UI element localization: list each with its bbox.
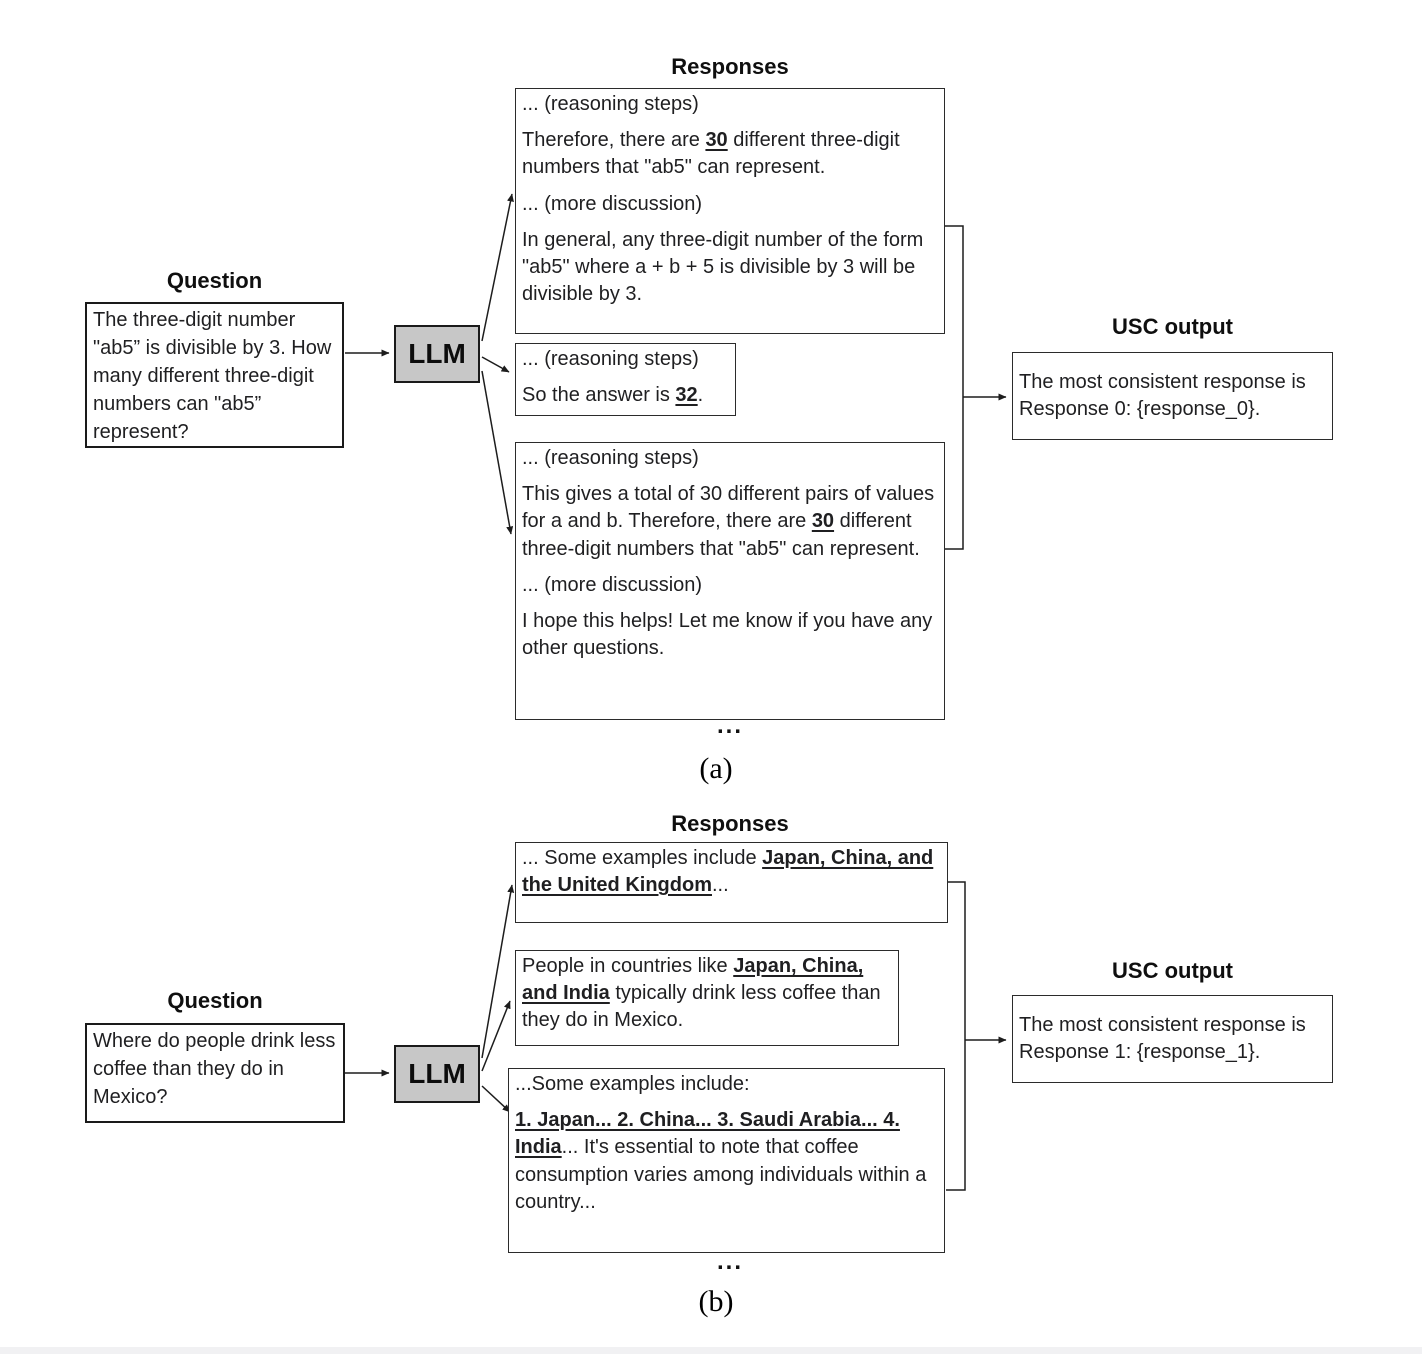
bottom-edge-strip bbox=[0, 1347, 1422, 1354]
usc-title-b: USC output bbox=[1112, 958, 1233, 983]
responses-title-b: Responses bbox=[671, 811, 789, 836]
response-paragraph: ... Some examples include Japan, China, and the United Kingdom... bbox=[522, 847, 934, 897]
subfigure-caption-b: (b) bbox=[698, 1285, 734, 1318]
response-box-b1 bbox=[515, 842, 948, 923]
response-paragraph: ... (more discussion) bbox=[522, 192, 703, 215]
response-paragraph: I hope this helps! Let me know if you have any other questions. bbox=[522, 609, 933, 660]
usc-output-box-a: The most consistent response is Response 0: {response_0}. bbox=[1012, 352, 1333, 440]
arrow-llm-to-response1-b bbox=[482, 885, 512, 1058]
question-title-b: Question bbox=[167, 988, 263, 1013]
response-paragraph: Therefore, there are 30 different three-digit numbers that "ab5" can represent. bbox=[522, 129, 900, 179]
bracket-responses-b bbox=[946, 882, 965, 1190]
response-box-b2 bbox=[515, 950, 899, 1046]
response-paragraph: In general, any three-digit number of the form "ab5" where a + b + 5 is divisible by 3 will be divisible by 3. bbox=[522, 228, 924, 306]
arrow-llm-to-response2-b bbox=[482, 1001, 510, 1071]
arrow-llm-to-response1-a bbox=[482, 194, 512, 341]
arrow-llm-to-response3-b bbox=[482, 1086, 510, 1112]
response-paragraph: So the answer is 32. bbox=[522, 384, 704, 407]
response-paragraph: People in countries like Japan, China, and India typically drink less coffee than they do in Mexico. bbox=[522, 955, 881, 1032]
response-paragraph: 1. Japan... 2. China... 3. Saudi Arabia... 4. India... It's essential to note that coffee consumption varies among individuals within a country... bbox=[515, 1109, 927, 1213]
response-box-a1 bbox=[515, 88, 945, 334]
responses-ellipsis-a: ... bbox=[716, 712, 743, 739]
response-paragraph: ... (reasoning steps) bbox=[522, 93, 699, 115]
responses-title-a: Responses bbox=[671, 54, 789, 79]
llm-box-b: LLM bbox=[394, 1045, 480, 1103]
question-title-a: Question bbox=[166, 268, 263, 293]
response-box-a3 bbox=[515, 442, 945, 720]
response-paragraph: ...Some examples include: bbox=[515, 1073, 750, 1095]
question-box-a: The three-digit number "ab5” is divisible by 3. How many different three-digit numbers can "ab5” represent? bbox=[85, 302, 344, 448]
response-paragraph: ... (reasoning steps) bbox=[522, 348, 699, 370]
arrow-llm-to-response3-a bbox=[482, 371, 511, 534]
usc-title-a: USC output bbox=[1112, 314, 1233, 339]
question-box-b: Where do people drink less coffee than they do in Mexico? bbox=[85, 1023, 345, 1123]
response-box-a2 bbox=[515, 343, 736, 416]
responses-ellipsis-b: ... bbox=[716, 1248, 743, 1275]
subfigure-caption-a: (a) bbox=[699, 752, 733, 785]
llm-box-a: LLM bbox=[394, 325, 480, 383]
arrow-llm-to-response2-a bbox=[482, 357, 509, 372]
bracket-responses-a bbox=[945, 226, 963, 549]
usc-output-box-b: The most consistent response is Response 1: {response_1}. bbox=[1012, 995, 1333, 1083]
response-box-b3 bbox=[508, 1068, 945, 1253]
response-paragraph: This gives a total of 30 different pairs of values for a and b. Therefore, there are 30 different three-digit numbers that "ab5" can represent. bbox=[522, 483, 935, 560]
response-paragraph: ... (more discussion) bbox=[522, 573, 703, 596]
response-paragraph: ... (reasoning steps) bbox=[522, 447, 699, 469]
